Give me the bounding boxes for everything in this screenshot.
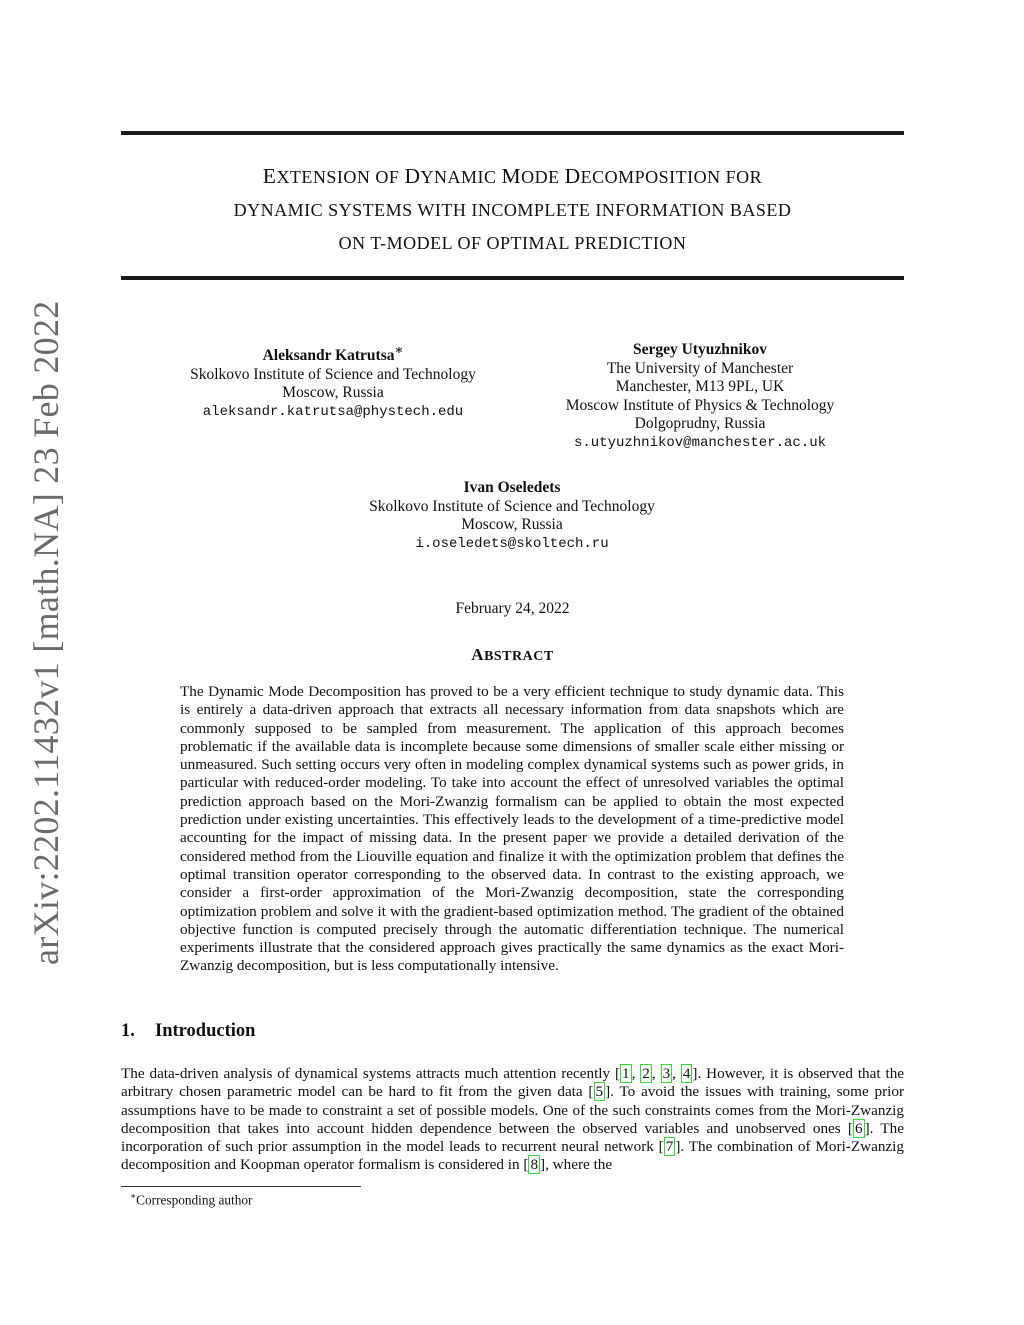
- corresponding-mark: ∗: [394, 342, 404, 357]
- author-affiliation: Skolkovo Institute of Science and Technology: [369, 497, 655, 515]
- citation-link[interactable]: 1: [622, 1065, 630, 1082]
- title-top-rule: [121, 131, 904, 135]
- author-location: Moscow, Russia: [282, 384, 384, 402]
- citation-link[interactable]: 4: [682, 1065, 691, 1082]
- title-line-1: EXTENSION OF DYNAMIC MODE DECOMPOSITION FOR: [262, 164, 763, 188]
- paper-title: [121, 160, 904, 260]
- citation-link[interactable]: 3: [662, 1065, 671, 1082]
- paper-date: February 24, 2022: [455, 600, 570, 617]
- citation-link[interactable]: 5: [595, 1083, 604, 1101]
- arxiv-stamp: arXiv:2202.11432v1 [math.NA] 23 Feb 2022: [26, 300, 66, 965]
- section-heading: 1. Introduction: [121, 1021, 256, 1041]
- abstract-heading: ABSTRACT: [471, 645, 554, 664]
- abstract-text: The Dynamic Mode Decomposition has proved to be a very efficient technique to study dynamic data. This is entirely a data-driven approach that extracts all necessary information from data snapshots which are commonly supposed to be sampled from measurement. The application of this approach becomes problematic if the available data is incomplete because some dimensions of smaller scale either missing or unmeasured. Such setting occurs very often in modeling complex dynamical systems such as power grids, in particular with reduced-order modeling. To take into account the effect of unresolved variables the optimal prediction approach based on the Mori-Zwanzig formalism can be applied to obtain the most expected prediction under existing uncertainties. This effectively leads to the development of a time-predictive model accounting for the impact of missing data. In the present paper we provide a detailed derivation of the considered method from the Liouville equation and finalize it with the optimization problem that defines the optimal transition operator corresponding to the observed data. In contrast to the existing approach, we consider a first-order approximation of the Mori-Zwanzig decomposition, state the corresponding optimization problem and solve it with the gradient-based optimization method. The gradient of the obtained objective function is computed precisely through the automatic differentiation technique. The numerical experiments illustrate that the considered approach gives practically the same dynamics as the exact Mori-Zwanzig decomposition, but is less computationally intensive.: [180, 683, 844, 975]
- title-bottom-rule: [121, 276, 904, 280]
- intro-paragraph: The data-driven analysis of dynamical systems attracts much attention recently [ 1 , 2 , 3 , 4 ]. However, it is observed that the arbitrary chosen parametric model can be hard to fit from the given data [ 5 ]. To avoid the issues with training, some prior assumptions have to be made to constraint a set of possible models. One of the such constraints comes from the Mori-Zwanzig decomposition that takes into account hidden dependence between the observed variables and unobserved ones [ 6 ]. The incorporation of such prior assumption in the model leads to recurrent neural network [ 7 ]. The combination of Mori-Zwanzig decomposition and Koopman operator formalism is considered in [ 8 ], where the: [121, 1065, 905, 1174]
- citation-link[interactable]: 8: [530, 1156, 539, 1174]
- footnote-rule: [121, 1186, 361, 1187]
- author-email[interactable]: aleksandr.katrutsa@phystech.edu: [202, 403, 464, 420]
- citation-link[interactable]: 2: [642, 1065, 650, 1082]
- author-location: Moscow, Russia: [461, 516, 563, 533]
- author-email[interactable]: s.utyuzhnikov@manchester.ac.uk: [573, 434, 827, 451]
- author-affiliation: Moscow Institute of Physics & Technology: [565, 396, 835, 414]
- citation-link[interactable]: 6: [854, 1119, 863, 1137]
- author-block-2: [540, 341, 860, 452]
- author-block-3: [340, 479, 684, 553]
- author-affiliation: Skolkovo Institute of Science and Technology: [190, 365, 476, 383]
- title-line-2: DYNAMIC SYSTEMS WITH INCOMPLETE INFORMATION BASED: [233, 200, 792, 220]
- author-name: Ivan Oseledets: [463, 479, 561, 496]
- author-location: Manchester, M13 9PL, UK: [615, 378, 785, 395]
- author-email[interactable]: i.oseledets@skoltech.ru: [415, 535, 609, 552]
- author-name: Aleksandr Katrutsa∗: [262, 342, 404, 365]
- author-location: Dolgoprudny, Russia: [634, 415, 766, 432]
- author-name: Sergey Utyuzhnikov: [633, 341, 767, 358]
- title-line-3: ON T-MODEL OF OPTIMAL PREDICTION: [338, 233, 687, 253]
- author-affiliation: The University of Manchester: [606, 359, 794, 377]
- author-block-1: [172, 341, 494, 421]
- citation-link[interactable]: 7: [665, 1138, 674, 1156]
- footnote: ∗Corresponding author: [130, 1191, 253, 1208]
